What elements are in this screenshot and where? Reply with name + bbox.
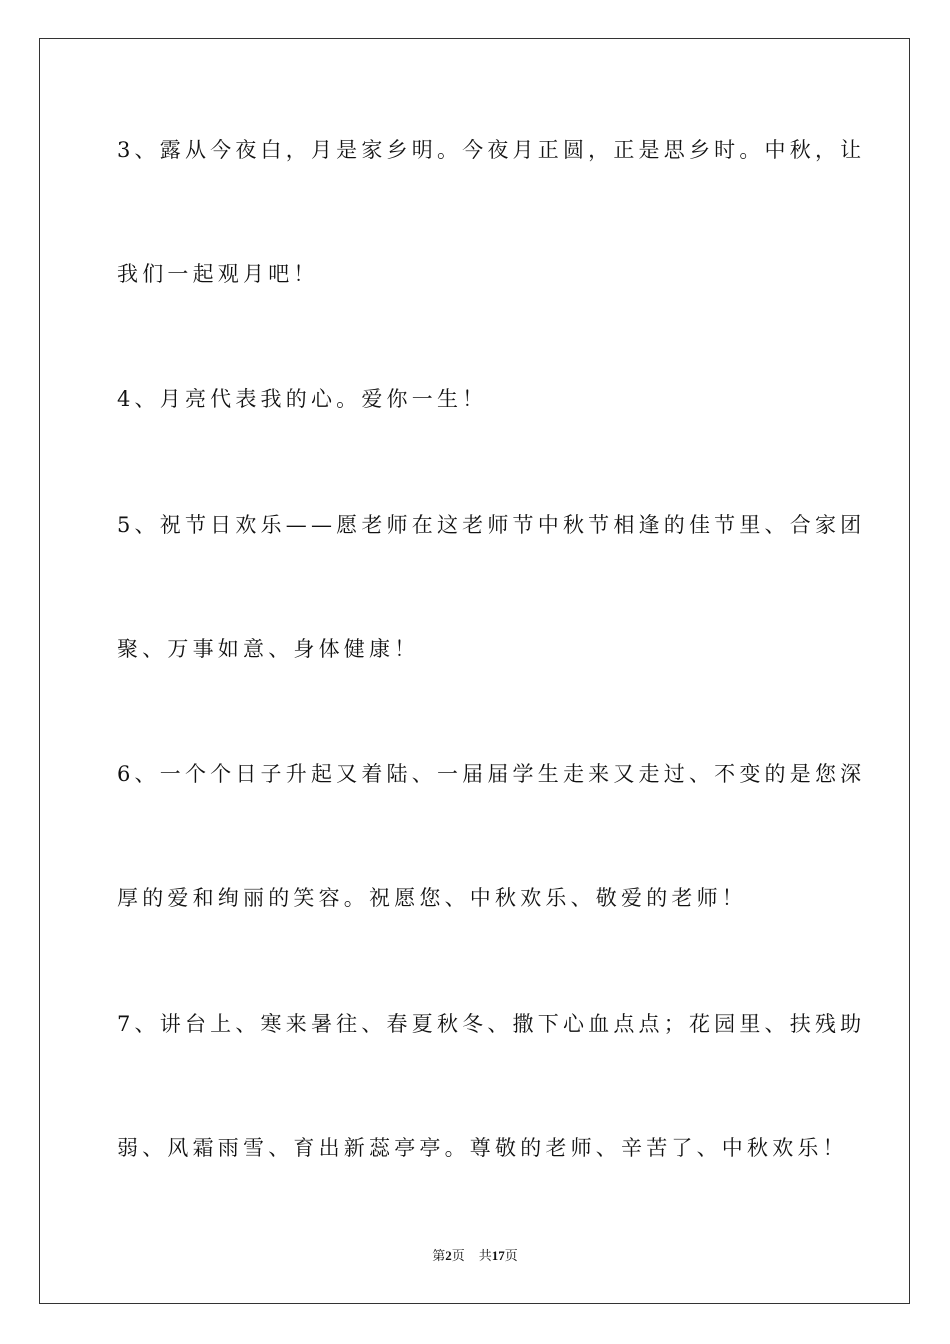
text-line-7: 厚的爱和绚丽的笑容。祝愿您、中秋欢乐、敬爱的老师！: [117, 886, 747, 910]
page-total-suffix: 页: [504, 1248, 518, 1263]
page-total-count: 17: [491, 1248, 505, 1263]
text-line-8: 7、讲台上、寒来暑往、春夏秋冬、撒下心血点点；花园里、扶残助: [117, 1012, 866, 1036]
page-number-current: 2: [445, 1248, 452, 1263]
text-line-5: 聚、万事如意、身体健康！: [117, 637, 420, 661]
text-line-9: 弱、风霜雨雪、育出新蕊亭亭。尊敬的老师、辛苦了、中秋欢乐！: [117, 1136, 848, 1160]
page-number-suffix: 页: [451, 1248, 465, 1263]
page-footer: [0, 1247, 950, 1265]
text-line-6: 6、一个个日子升起又着陆、一届届学生走来又走过、不变的是您深: [117, 762, 866, 786]
text-line-3: 4、月亮代表我的心。爱你一生！: [117, 387, 488, 411]
text-line-2: 我们一起观月吧！: [117, 262, 319, 286]
text-line-1: 3、露从今夜白，月是家乡明。今夜月正圆，正是思乡时。中秋，让: [117, 138, 866, 162]
page-frame: [39, 38, 910, 1304]
text-line-4: 5、祝节日欢乐——愿老师在这老师节中秋节相逢的佳节里、合家团: [117, 513, 866, 537]
page-total-prefix: 共: [478, 1248, 492, 1263]
page-number-prefix: 第: [432, 1248, 446, 1263]
